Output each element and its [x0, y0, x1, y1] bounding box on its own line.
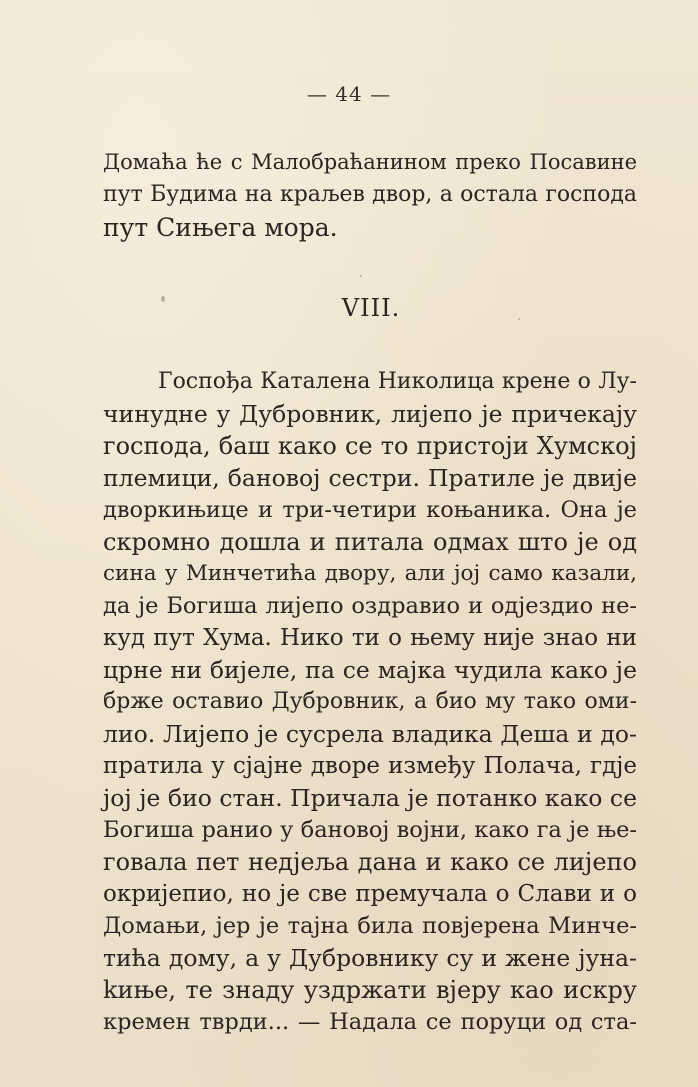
- text-line: лио. Лијепо је сусрела владика Деша и до-: [103, 720, 637, 748]
- text-line: да је Богиша лијепо оздравио и одјездио не-: [103, 593, 637, 619]
- page-number: — 44 —: [306, 82, 392, 106]
- text-line: Домаћа ће с Малобраћанином преко Посавине: [103, 150, 637, 174]
- text-line: говала пет недјеља дана и како се лијепо: [103, 848, 637, 876]
- text-line: кремен тврди... — Надала се поруци од ста-: [103, 1009, 637, 1035]
- paper-speck: [161, 296, 165, 302]
- text-line: Госпођа Каталена Николица крене о Лу-: [158, 369, 637, 394]
- text-line: племици, бановој сестри. Пратиле је двије: [103, 464, 637, 492]
- text-line: пут Будима на краљев двор, а остала господа: [103, 182, 637, 207]
- text-line: дворкињице и три-четири коњаника. Она је: [103, 497, 637, 523]
- text-line: сина у Минчетића двору, али јој само казали,: [103, 561, 637, 586]
- text-line: окријепио, но је све премучала о Слави и о: [103, 881, 637, 907]
- text-line: господа, баш како се то пристоји Хумској: [103, 432, 637, 460]
- text-line: брже оставио Дубровник, а био му тако оми-: [103, 689, 637, 714]
- text-line: јој је био стан. Причала је потанко како се: [103, 784, 637, 812]
- text-line: црне ни бијеле, па се мајка чудила како је: [103, 656, 637, 684]
- text-line: куд пут Хума. Нико ти о њему није знао ни: [103, 625, 637, 651]
- text-line: kиње, те знаду уздржати вјеру као искру: [103, 976, 637, 1004]
- text-line: чинудне у Дубровник, лијепо је причекају: [103, 400, 637, 428]
- text-line: скромно дошла и питала одмах што је од: [103, 528, 637, 556]
- chapter-heading: VIII.: [341, 294, 401, 322]
- text-line: Домањи, јер је тајна била повјерена Минче-: [103, 913, 637, 939]
- text-line: тића дому, а у Дубровнику су и жене јуна-: [103, 944, 637, 972]
- text-line: пратила у сјајне дворе између Полача, гдје: [103, 753, 637, 779]
- text-line: Богиша ранио у бановој војни, како га је ње-: [103, 817, 637, 843]
- paper-speck: [518, 318, 520, 320]
- paper-speck: [360, 275, 362, 277]
- text-line: пут Сињега мора.: [103, 213, 338, 242]
